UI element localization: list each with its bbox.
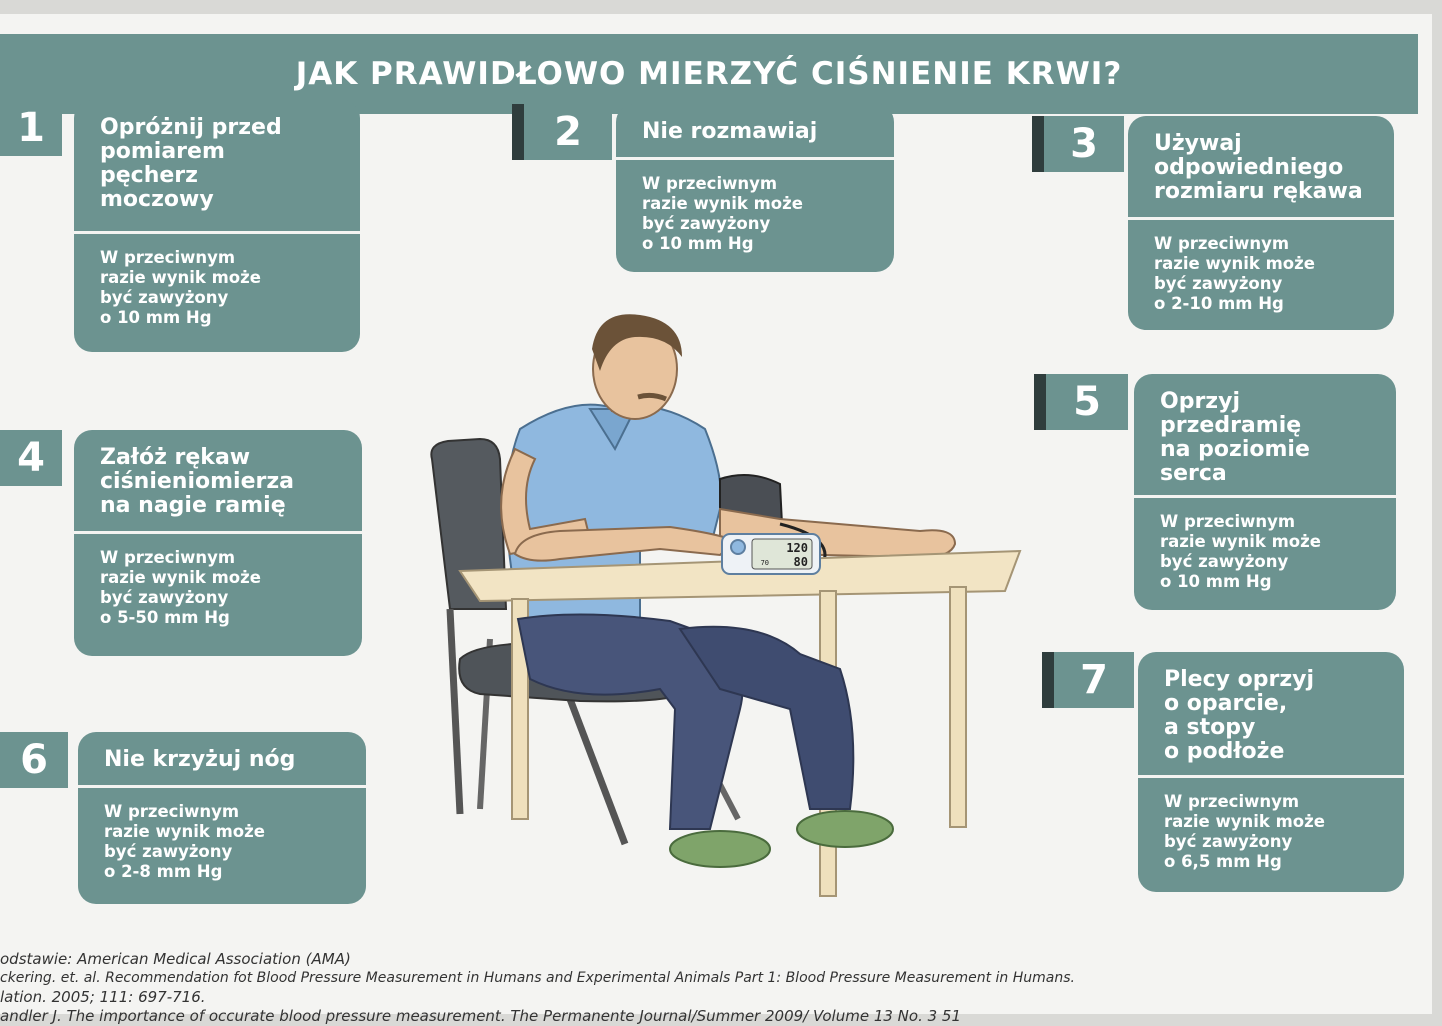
- step-heading: Oprzyj przedramię na poziomie serca: [1134, 374, 1396, 498]
- step-card: [1128, 116, 1394, 330]
- step-card: [1138, 652, 1404, 892]
- step-number: 7: [1042, 652, 1134, 708]
- step-heading: Nie krzyżuj nóg: [78, 732, 366, 788]
- monitor-systolic: 120: [786, 541, 808, 555]
- step-number: 5: [1034, 374, 1128, 430]
- step-number: 6: [0, 732, 68, 788]
- step-card: [74, 430, 362, 656]
- step-note: W przeciwnym razie wynik może być zawyżony o 6,5 mm Hg: [1164, 792, 1325, 871]
- monitor-button-icon: [731, 540, 745, 554]
- man-measuring-illustration: [420, 309, 1030, 909]
- step-note: W przeciwnym razie wynik może być zawyżony o 10 mm Hg: [100, 248, 261, 327]
- reference-line: lation. 2005; 111: 697-716.: [0, 988, 206, 1006]
- step-note: W przeciwnym razie wynik może być zawyżony o 2-8 mm Hg: [104, 802, 265, 881]
- step-heading: Załóż rękaw ciśnieniomierza na nagie ramię: [74, 430, 362, 534]
- reference-line: odstawie: American Medical Association (AMA): [0, 950, 351, 968]
- step-note: W przeciwnym razie wynik może być zawyżony o 10 mm Hg: [1160, 512, 1321, 591]
- step-card: [74, 100, 360, 352]
- step-card: [616, 104, 894, 272]
- reference-line: andler J. The importance of occurate blood pressure measurement. The Permanente Journal/Summer 2009/ Volume 13 No. 3 51: [0, 1007, 962, 1025]
- step-card: [1134, 374, 1396, 610]
- step-heading: Nie rozmawiaj: [616, 104, 894, 160]
- step-note: W przeciwnym razie wynik może być zawyżony o 5-50 mm Hg: [100, 548, 261, 627]
- step-heading: Używaj odpowiedniego rozmiaru rękawa: [1128, 116, 1394, 220]
- step-note: W przeciwnym razie wynik może być zawyżony o 2-10 mm Hg: [1154, 234, 1315, 313]
- step-number: 2: [512, 104, 612, 160]
- step-number: 1: [0, 100, 62, 156]
- step-card: [78, 732, 366, 904]
- page-title: JAK PRAWIDŁOWO MIERZYĆ CIŚNIENIE KRWI?: [295, 56, 1123, 92]
- reference-line: ckering. et. al. Recommendation fot Blood Pressure Measurement in Humans and Experimental Animals Part 1: Blood Pressure Measurement in Humans.: [0, 970, 1075, 986]
- step-heading: Plecy oprzyj o oparcie, a stopy o podłoże: [1138, 652, 1404, 778]
- monitor-diastolic: 80: [793, 555, 808, 569]
- step-heading: Opróżnij przed pomiarem pęcherz moczowy: [74, 100, 360, 234]
- references: [0, 950, 1420, 1026]
- step-number: 3: [1032, 116, 1124, 172]
- monitor-pulse: 70: [760, 559, 769, 567]
- step-note: W przeciwnym razie wynik może być zawyżony o 10 mm Hg: [642, 174, 803, 253]
- step-number: 4: [0, 430, 62, 486]
- infographic-slide: [0, 14, 1432, 1025]
